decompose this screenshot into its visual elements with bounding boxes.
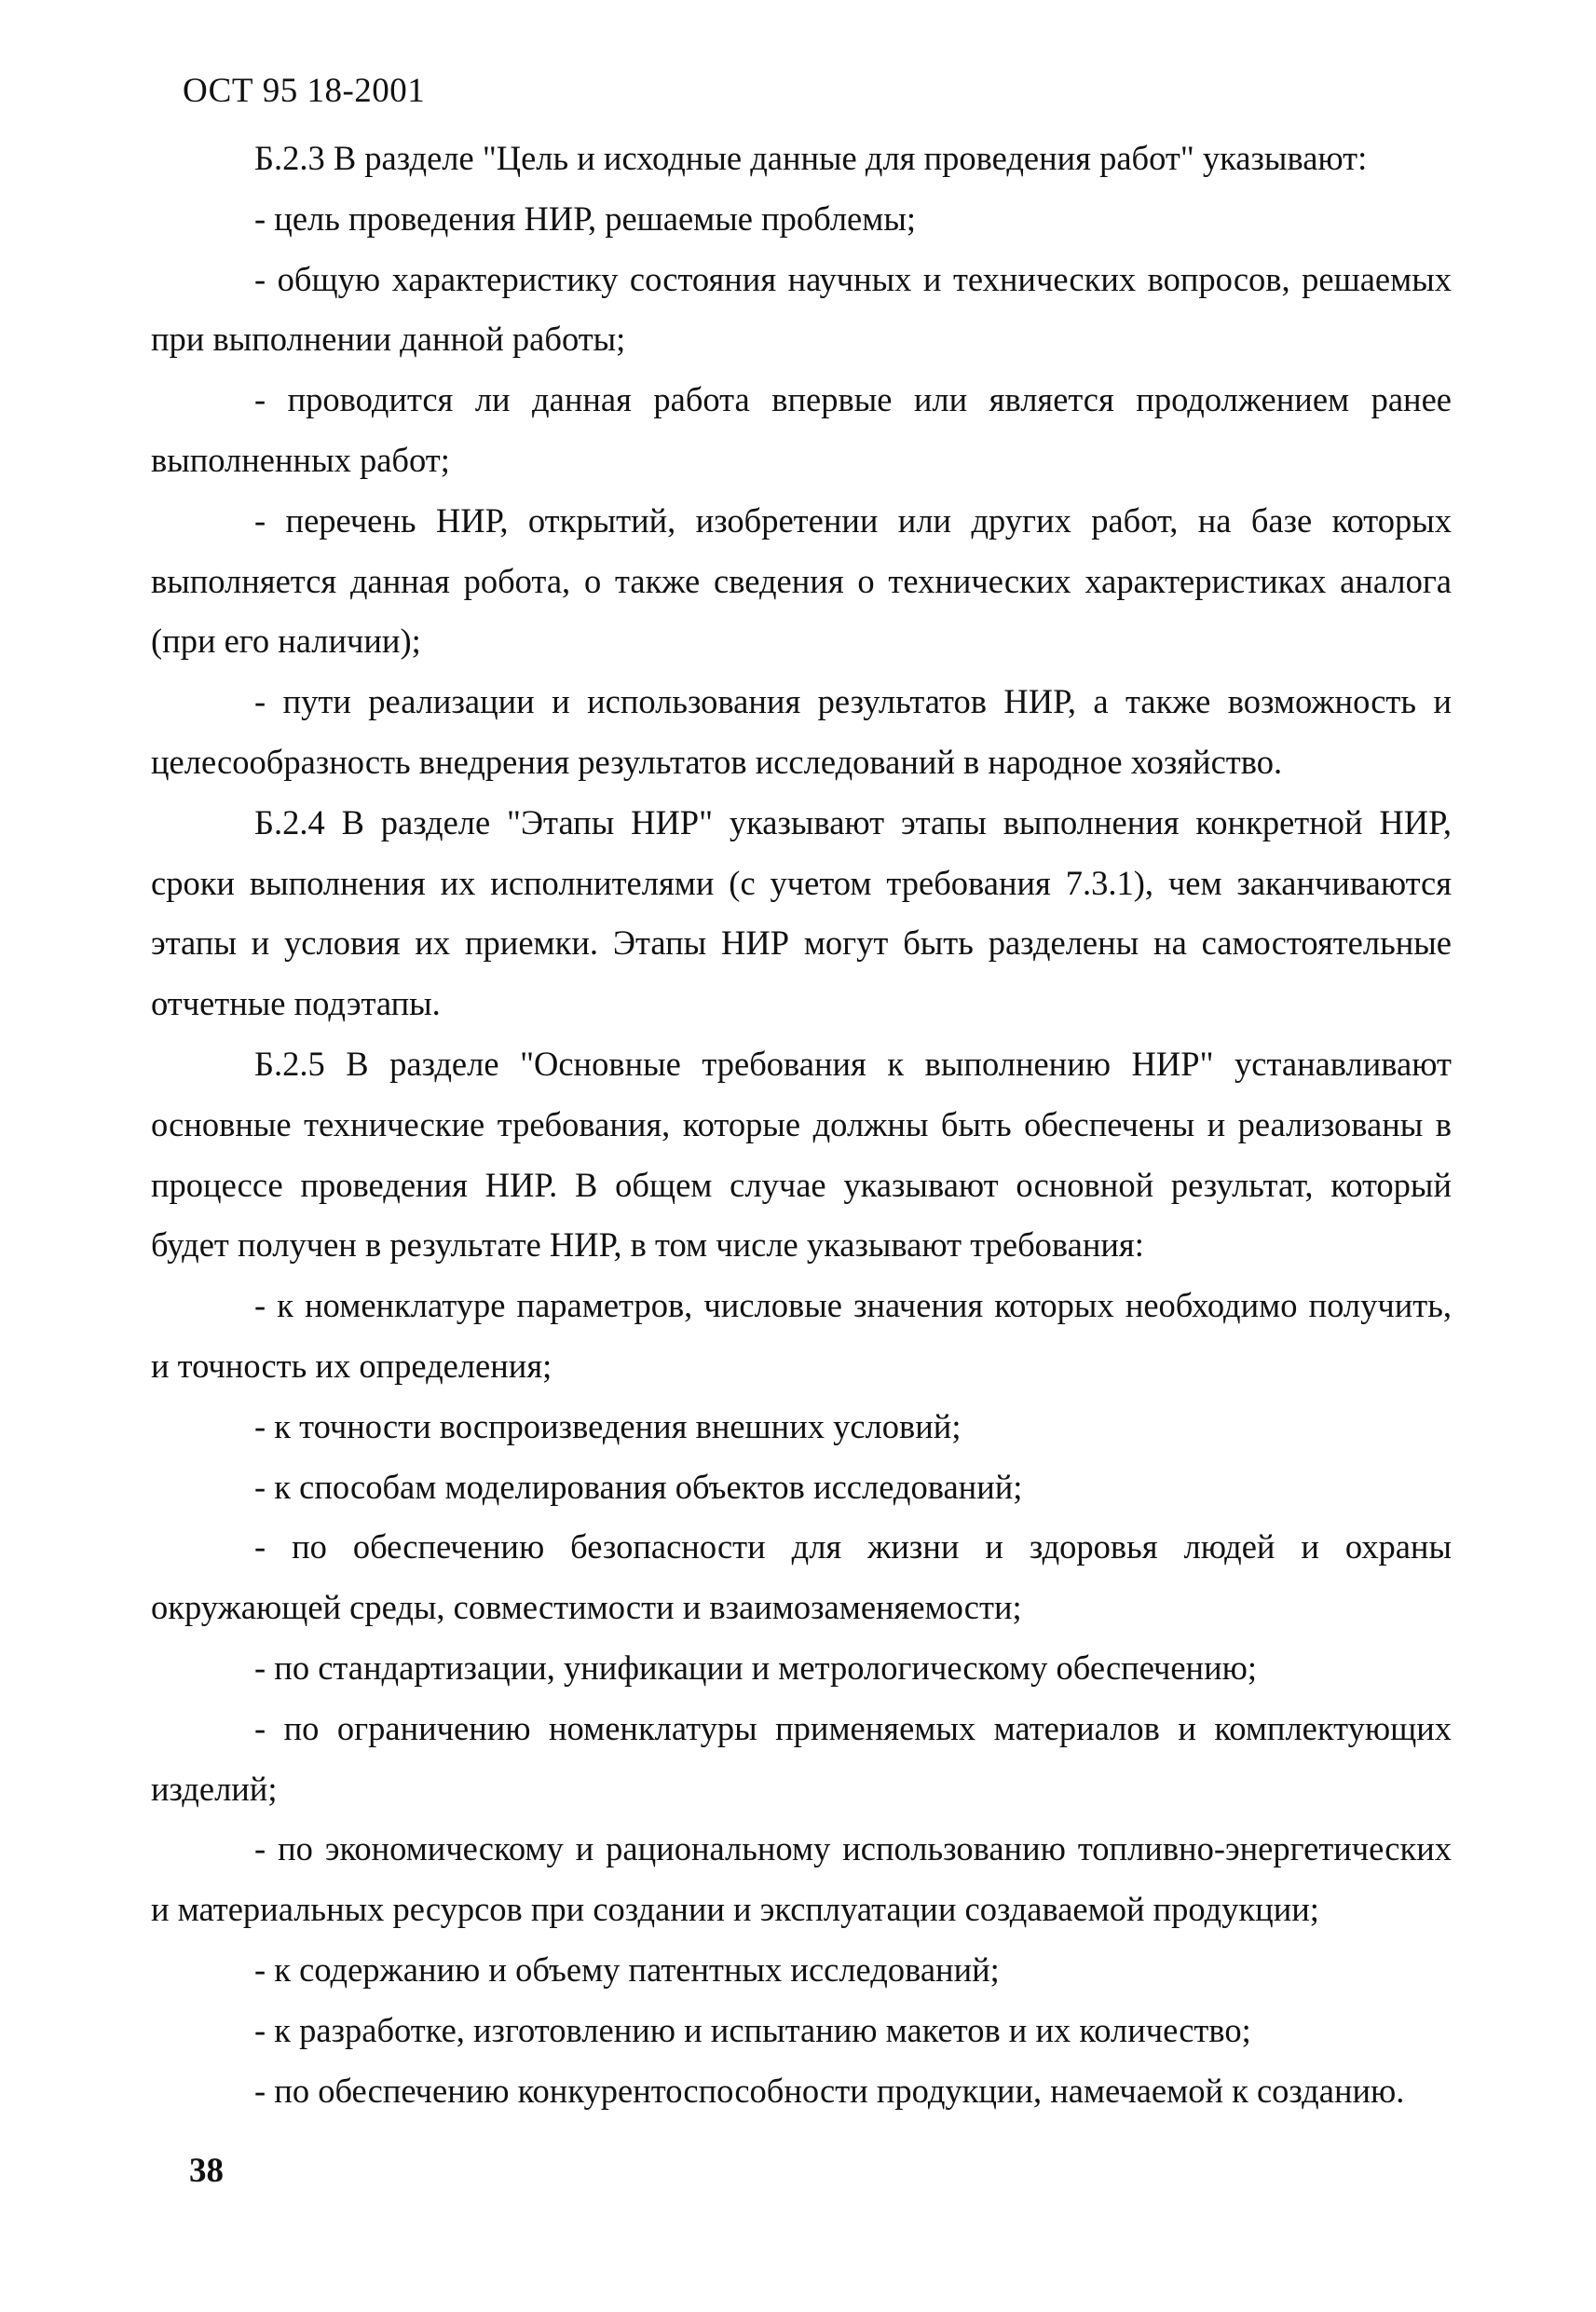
list-item: - по ограничению номенклатуры применяемых материалов и комплектующих изделий;: [151, 1708, 1452, 1808]
document-body: [151, 129, 1452, 2121]
list-item: - пути реализации и использования результатов НИР, а также возможность и целесообразность внедрения результатов исследований в народное хозяйство.: [151, 682, 1452, 781]
list-item: - общую характеристику состояния научных и технических вопросов, решаемых при выполнении данной работы;: [151, 259, 1452, 359]
paragraph-b25: Б.2.5 В разделе "Основные требования к выполнению НИР" устанавливают основные технические требования, которые должны быть обеспечены и реализованы в процессе проведения НИР. В общем случае указывают основной результат, который будет получен в результате НИР, в том числе указывают требования:: [151, 1044, 1452, 1265]
list-item: - к номенклатуре параметров, числовые значения которых необходимо получить, и точность их определения;: [151, 1286, 1452, 1385]
list-item: - по обеспечению конкурентоспособности продукции, намечаемой к созданию.: [254, 2071, 1405, 2110]
list-item: - по экономическому и рациональному использованию топливно-энергетических и материальных ресурсов при создании и эксплуатации создаваемой продукции;: [151, 1829, 1452, 1929]
list-item: - к содержанию и объему патентных исследований;: [254, 1949, 1000, 1989]
list-item: - к разработке, изготовлению и испытанию макетов и их количество;: [254, 2010, 1251, 2049]
document-code: ОСТ 95 18-2001: [183, 72, 426, 110]
list-item: - цель проведения НИР, решаемые проблемы;: [254, 198, 917, 238]
list-item: - перечень НИР, открытий, изобретении или других работ, на базе которых выполняется данная робота, о также сведения о технических характеристиках аналога (при его наличии);: [151, 500, 1452, 661]
paragraph-b24: Б.2.4 В разделе "Этапы НИР" указывают этапы выполнения конкретной НИР, сроки выполнения их исполнителями (с учетом требования 7.3.1), чем заканчиваются этапы и условия их приемки. Этапы НИР могут быть разделены на самостоятельные отчетные подэтапы.: [151, 802, 1452, 1023]
list-item: - по стандартизации, унификации и метрологическому обеспечению;: [254, 1648, 1258, 1687]
list-item: - по обеспечению безопасности для жизни и здоровья людей и охраны окружающей среды, совместимости и взаимозаменяемости;: [151, 1527, 1452, 1627]
list-item: - к точности воспроизведения внешних условий;: [254, 1406, 962, 1445]
list-item: - к способам моделирования объектов исследований;: [254, 1467, 1023, 1506]
list-item: - проводится ли данная работа впервые или является продолжением ранее выполненных работ;: [151, 380, 1452, 479]
page-number: 38: [189, 2152, 224, 2190]
paragraph-b23-heading: Б.2.3 В разделе "Цель и исходные данные для проведения работ" указывают:: [254, 139, 1368, 177]
